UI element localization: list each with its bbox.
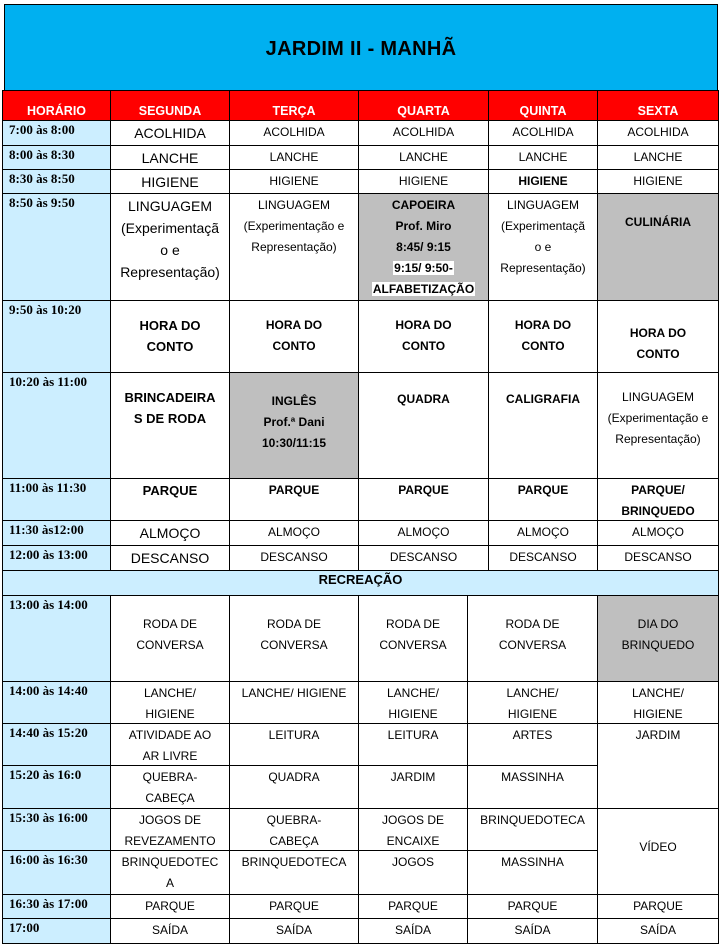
- activity-terca: [229, 765, 359, 809]
- activity-quarta: [358, 145, 489, 170]
- cell-line: Representação): [615, 432, 701, 446]
- cell-line: ALMOÇO: [631, 525, 684, 539]
- cell-line: CULINÁRIA: [625, 215, 691, 229]
- time-cell: [2, 193, 111, 301]
- cell-line: 17:00: [9, 920, 40, 935]
- activity-segunda: [110, 120, 230, 146]
- activity-sexta: [597, 120, 719, 146]
- activity-quarta: [358, 765, 468, 809]
- activity-terca: [229, 478, 359, 521]
- cell-line: MASSINHA: [501, 855, 564, 869]
- cell-line: 15:30 às 16:00: [9, 810, 88, 825]
- cell-line: DESCANSO: [624, 550, 692, 564]
- cell-line: LEITURA: [387, 728, 439, 742]
- cell-line: HIGIENE: [141, 174, 199, 190]
- activity-quarta: [358, 545, 489, 571]
- cell-line: [359, 279, 488, 300]
- activity-sexta: [597, 595, 719, 682]
- cell-line: HORÁRIO: [26, 104, 87, 118]
- time-cell: [2, 478, 111, 521]
- cell-line: BRINQUEDO: [621, 638, 695, 652]
- activity-terca: [229, 300, 359, 373]
- cell-line: HIGIENE: [518, 174, 568, 188]
- cell-line: CABEÇA: [269, 834, 319, 848]
- activity-quinta: [467, 681, 598, 724]
- activity-quinta: [488, 169, 598, 194]
- cell-line: DESCANSO: [130, 550, 210, 566]
- cell-line: (Experimentaçã: [500, 219, 586, 233]
- time-cell: [2, 520, 111, 546]
- time-cell: [2, 681, 111, 724]
- activity-terca: [229, 918, 359, 944]
- cell-line: PARQUE: [398, 483, 449, 497]
- cell-line: LANCHE: [141, 150, 199, 166]
- cell-line: SAÍDA: [394, 923, 431, 937]
- activity-quarta: [358, 300, 489, 373]
- cell-line: RECREAÇÃO: [318, 572, 403, 587]
- cell-line: CABEÇA: [145, 791, 195, 805]
- cell-line: 12:00 às 13:00: [9, 547, 88, 562]
- activity-quinta: [467, 894, 598, 919]
- activity-quinta: [488, 545, 598, 571]
- activity-quinta: [488, 193, 598, 301]
- cell-line: LANCHE/ HIGIENE: [241, 686, 347, 700]
- activity-sexta: [597, 372, 719, 479]
- activity-quinta: [467, 850, 598, 895]
- activity-sexta: [597, 808, 719, 895]
- time-cell: [2, 169, 111, 194]
- cell-line: QUADRA: [397, 392, 450, 406]
- cell-line: 8:00 às 8:30: [9, 147, 75, 162]
- cell-line: 15:20 às 16:0: [9, 767, 82, 782]
- header-terca: [229, 90, 359, 121]
- time-cell: [2, 808, 111, 851]
- cell-line: HORA DO: [265, 318, 323, 332]
- cell-line: DESCANSO: [260, 550, 328, 564]
- cell-line: CONTO: [636, 347, 680, 361]
- activity-sexta: [597, 478, 719, 521]
- activity-quarta: [358, 193, 489, 301]
- time-cell: [2, 300, 111, 373]
- activity-quinta: [488, 478, 598, 521]
- cell-line: Prof. Miro: [395, 219, 452, 233]
- cell-line: 7:00 às 8:00: [9, 122, 75, 137]
- cell-line: LINGUAGEM: [127, 198, 212, 214]
- header-sexta: [597, 90, 719, 121]
- recreacao-banner: [2, 570, 719, 596]
- cell-line: PARQUE: [388, 899, 438, 913]
- activity-sexta: [597, 193, 719, 301]
- cell-line: JOGOS: [391, 855, 434, 869]
- activity-quarta: [358, 894, 468, 919]
- cell-line: CONVERSA: [379, 638, 447, 652]
- cell-line: LINGUAGEM: [257, 198, 330, 212]
- activity-sexta: [597, 145, 719, 170]
- activity-terca: [229, 169, 359, 194]
- activity-segunda: [110, 478, 230, 521]
- cell-line: INGLÊS: [271, 394, 317, 408]
- activity-segunda: [110, 145, 230, 170]
- activity-terca: [229, 595, 359, 682]
- cell-line: AR LIVRE: [142, 749, 198, 763]
- activity-quarta: [358, 723, 468, 766]
- cell-line: QUEBRA-: [266, 813, 322, 827]
- cell-line: CALIGRAFIA: [506, 392, 580, 406]
- page-title: JARDIM II - MANHÃ: [265, 38, 457, 60]
- cell-line: ACOLHIDA: [512, 125, 574, 139]
- cell-line: ARTES: [512, 728, 553, 742]
- activity-quarta: [358, 918, 468, 944]
- activity-sexta: [597, 300, 719, 373]
- cell-line: S DE RODA: [133, 411, 207, 426]
- cell-line: RODA DE: [385, 617, 440, 631]
- activity-segunda: [110, 894, 230, 919]
- cell-line: (Experimentaçã: [120, 220, 220, 236]
- activity-quinta: [488, 145, 598, 170]
- cell-line: o e: [534, 240, 552, 254]
- cell-line: LANCHE: [269, 150, 319, 164]
- activity-quarta: [358, 595, 468, 682]
- cell-line: SAÍDA: [514, 923, 551, 937]
- cell-line: TERÇA: [272, 104, 316, 118]
- cell-line: PARQUE: [507, 899, 558, 913]
- cell-line: PARQUE: [145, 899, 195, 913]
- activity-segunda: [110, 193, 230, 301]
- cell-line: [359, 258, 488, 279]
- cell-line: RODA DE: [142, 617, 197, 631]
- cell-line: SEGUNDA: [138, 104, 202, 118]
- cell-line: 14:00 às 14:40: [9, 683, 88, 698]
- cell-line: ALMOÇO: [397, 525, 450, 539]
- cell-line: ALMOÇO: [139, 525, 201, 541]
- cell-line: CONTO: [401, 339, 446, 353]
- cell-line: HIGIENE: [269, 174, 319, 188]
- activity-sexta: [597, 545, 719, 571]
- cell-line: MASSINHA: [501, 770, 564, 784]
- cell-line: 10:20 às 11:00: [9, 374, 87, 389]
- header-quinta: [488, 90, 598, 121]
- activity-quarta: [358, 520, 489, 546]
- cell-line: HORA DO: [395, 318, 452, 332]
- time-cell: [2, 145, 111, 170]
- time-cell: [2, 595, 111, 682]
- cell-line: PARQUE: [268, 483, 320, 497]
- cell-line: 16:00 às 16:30: [9, 852, 88, 867]
- activity-quarta: [358, 808, 468, 851]
- activity-segunda: [110, 765, 230, 809]
- cell-line: 9:50 às 10:20: [9, 302, 82, 317]
- activity-segunda: [110, 520, 230, 546]
- cell-line: QUARTA: [397, 104, 450, 118]
- cell-line: HORA DO: [629, 326, 687, 340]
- cell-line: ACOLHIDA: [263, 125, 325, 139]
- activity-terca: [229, 681, 359, 724]
- cell-line: 14:40 às 15:20: [9, 725, 88, 740]
- cell-line: HIGIENE: [633, 174, 683, 188]
- cell-line: HIGIENE: [507, 707, 558, 721]
- title-banner: [4, 4, 718, 91]
- time-cell: [2, 765, 111, 809]
- cell-line: (Experimentação e: [607, 411, 709, 425]
- cell-line: Representação): [120, 264, 220, 280]
- cell-line: SAÍDA: [151, 923, 188, 937]
- cell-line: LANCHE/: [386, 686, 439, 700]
- cell-line: RODA DE: [266, 617, 321, 631]
- cell-line: REVEZAMENTO: [124, 834, 216, 848]
- cell-line: 8:30 às 8:50: [9, 171, 75, 186]
- cell-line: 8:50 às 9:50: [9, 195, 75, 210]
- activity-terca: [229, 145, 359, 170]
- activity-segunda: [110, 595, 230, 682]
- cell-line: DESCANSO: [389, 550, 458, 564]
- activity-terca: [229, 850, 359, 895]
- cell-line: HIGIENE: [145, 707, 195, 721]
- activity-sexta: [597, 681, 719, 724]
- activity-segunda: [110, 545, 230, 571]
- activity-quarta: [358, 372, 489, 479]
- activity-quinta: [467, 595, 598, 682]
- cell-line: 10:30/11:15: [261, 436, 327, 450]
- cell-line: BRINCADEIRA: [124, 390, 216, 405]
- time-cell: [2, 372, 111, 479]
- activity-quinta: [467, 808, 598, 851]
- cell-line: LINGUAGEM: [621, 390, 694, 404]
- cell-line: JOGOS DE: [138, 813, 201, 827]
- activity-segunda: [110, 372, 230, 479]
- activity-quarta: [358, 169, 489, 194]
- cell-line: QUEBRA-: [142, 770, 198, 784]
- activity-segunda: [110, 918, 230, 944]
- cell-line: SAÍDA: [275, 923, 312, 937]
- cell-line: LANCHE/: [143, 686, 196, 700]
- cell-line: SAÍDA: [639, 923, 676, 937]
- activity-segunda: [110, 681, 230, 724]
- time-cell: [2, 120, 111, 146]
- time-cell: [2, 918, 111, 944]
- cell-line: PARQUE: [633, 899, 683, 913]
- activity-quinta: [488, 300, 598, 373]
- cell-line: 8:45/ 9:15: [396, 240, 451, 254]
- cell-line: QUINTA: [519, 104, 567, 118]
- cell-line: JOGOS DE: [381, 813, 444, 827]
- cell-line: 11:00 às 11:30: [9, 480, 87, 495]
- activity-quinta: [467, 723, 598, 766]
- header-quarta: [358, 90, 489, 121]
- activity-segunda: [110, 169, 230, 194]
- activity-sexta: [597, 918, 719, 944]
- cell-line: CONVERSA: [136, 638, 204, 652]
- cell-line: Representação): [251, 240, 337, 254]
- cell-line: PARQUE/: [631, 483, 685, 497]
- schedule-sheet: [2, 2, 718, 943]
- cell-line: LANCHE: [633, 150, 683, 164]
- cell-line: CONVERSA: [498, 638, 567, 652]
- activity-terca: [229, 545, 359, 571]
- activity-sexta: [597, 894, 719, 919]
- activity-segunda: [110, 300, 230, 373]
- activity-segunda: [110, 808, 230, 851]
- cell-line: HIGIENE: [633, 707, 683, 721]
- activity-terca: [229, 723, 359, 766]
- cell-line: PARQUE: [142, 483, 198, 498]
- cell-line: 16:30 às 17:00: [9, 896, 88, 911]
- cell-line: HORA DO: [139, 318, 201, 333]
- cell-line: CONTO: [146, 339, 194, 354]
- cell-line: ALMOÇO: [516, 525, 569, 539]
- cell-line: ALMOÇO: [267, 525, 320, 539]
- cell-line: CONTO: [521, 339, 565, 353]
- cell-line: LANCHE/: [506, 686, 559, 700]
- activity-quinta: [488, 520, 598, 546]
- activity-segunda: [110, 850, 230, 895]
- cell-line: HORA DO: [514, 318, 572, 332]
- cell-line: 11:30 às12:00: [9, 522, 84, 537]
- cell-line: (Experimentação e: [243, 219, 345, 233]
- cell-line: HIGIENE: [398, 174, 449, 188]
- activity-quarta: [358, 681, 468, 724]
- cell-line: LANCHE: [518, 150, 568, 164]
- cell-line: o e: [160, 242, 180, 258]
- cell-line: A: [165, 876, 174, 890]
- cell-line: ATIVIDADE AO: [128, 728, 212, 742]
- cell-line: CONTO: [272, 339, 316, 353]
- cell-line: DIA DO: [637, 617, 679, 631]
- cell-line: LEITURA: [268, 728, 320, 742]
- time-cell: [2, 545, 111, 571]
- cell-line: CONVERSA: [260, 638, 328, 652]
- activity-sexta: [597, 169, 719, 194]
- time-cell: [2, 894, 111, 919]
- cell-line: BRINQUEDOTEC: [121, 855, 219, 869]
- cell-line: ACOLHIDA: [627, 125, 689, 139]
- highlighted-text: 9:15/ 9:50-: [394, 261, 453, 275]
- cell-line: JARDIM: [635, 728, 681, 742]
- cell-line: ACOLHIDA: [134, 125, 206, 141]
- time-cell: [2, 723, 111, 766]
- header-horario: [2, 90, 111, 121]
- cell-line: VÍDEO: [639, 840, 677, 854]
- cell-line: PARQUE: [517, 483, 569, 497]
- activity-terca: [229, 120, 359, 146]
- cell-line: HIGIENE: [388, 707, 438, 721]
- cell-line: 13:00 às 14:00: [9, 597, 88, 612]
- activity-quarta: [358, 120, 489, 146]
- activity-sexta: [597, 520, 719, 546]
- cell-line: Representação): [500, 261, 586, 275]
- cell-line: SEXTA: [637, 104, 679, 118]
- cell-line: JARDIM: [390, 770, 436, 784]
- activity-terca: [229, 372, 359, 479]
- activity-quinta: [467, 765, 598, 809]
- cell-line: ACOLHIDA: [392, 125, 455, 139]
- activity-quinta: [488, 120, 598, 146]
- cell-line: LINGUAGEM: [506, 198, 579, 212]
- cell-line: Prof.ª Dani: [263, 415, 325, 429]
- cell-line: LANCHE/: [631, 686, 684, 700]
- activity-terca: [229, 808, 359, 851]
- cell-line: BRINQUEDOTECA: [241, 855, 347, 869]
- cell-line: ENCAIXE: [386, 834, 440, 848]
- activity-terca: [229, 193, 359, 301]
- highlighted-text: ALFABETIZAÇÃO: [372, 282, 475, 296]
- cell-line: BRINQUEDO: [621, 504, 695, 518]
- cell-line: CAPOEIRA: [391, 198, 456, 212]
- cell-line: BRINQUEDOTECA: [480, 813, 585, 827]
- cell-line: LANCHE: [399, 150, 448, 164]
- activity-terca: [229, 520, 359, 546]
- header-segunda: [110, 90, 230, 121]
- activity-segunda: [110, 723, 230, 766]
- activity-quinta: [488, 372, 598, 479]
- activity-quarta: [358, 478, 489, 521]
- activity-quinta: [467, 918, 598, 944]
- cell-line: PARQUE: [269, 899, 319, 913]
- cell-line: QUADRA: [268, 770, 320, 784]
- activity-sexta: [597, 723, 719, 809]
- activity-quarta: [358, 850, 468, 895]
- time-cell: [2, 850, 111, 895]
- cell-line: DESCANSO: [509, 550, 577, 564]
- activity-terca: [229, 894, 359, 919]
- cell-line: RODA DE: [505, 617, 560, 631]
